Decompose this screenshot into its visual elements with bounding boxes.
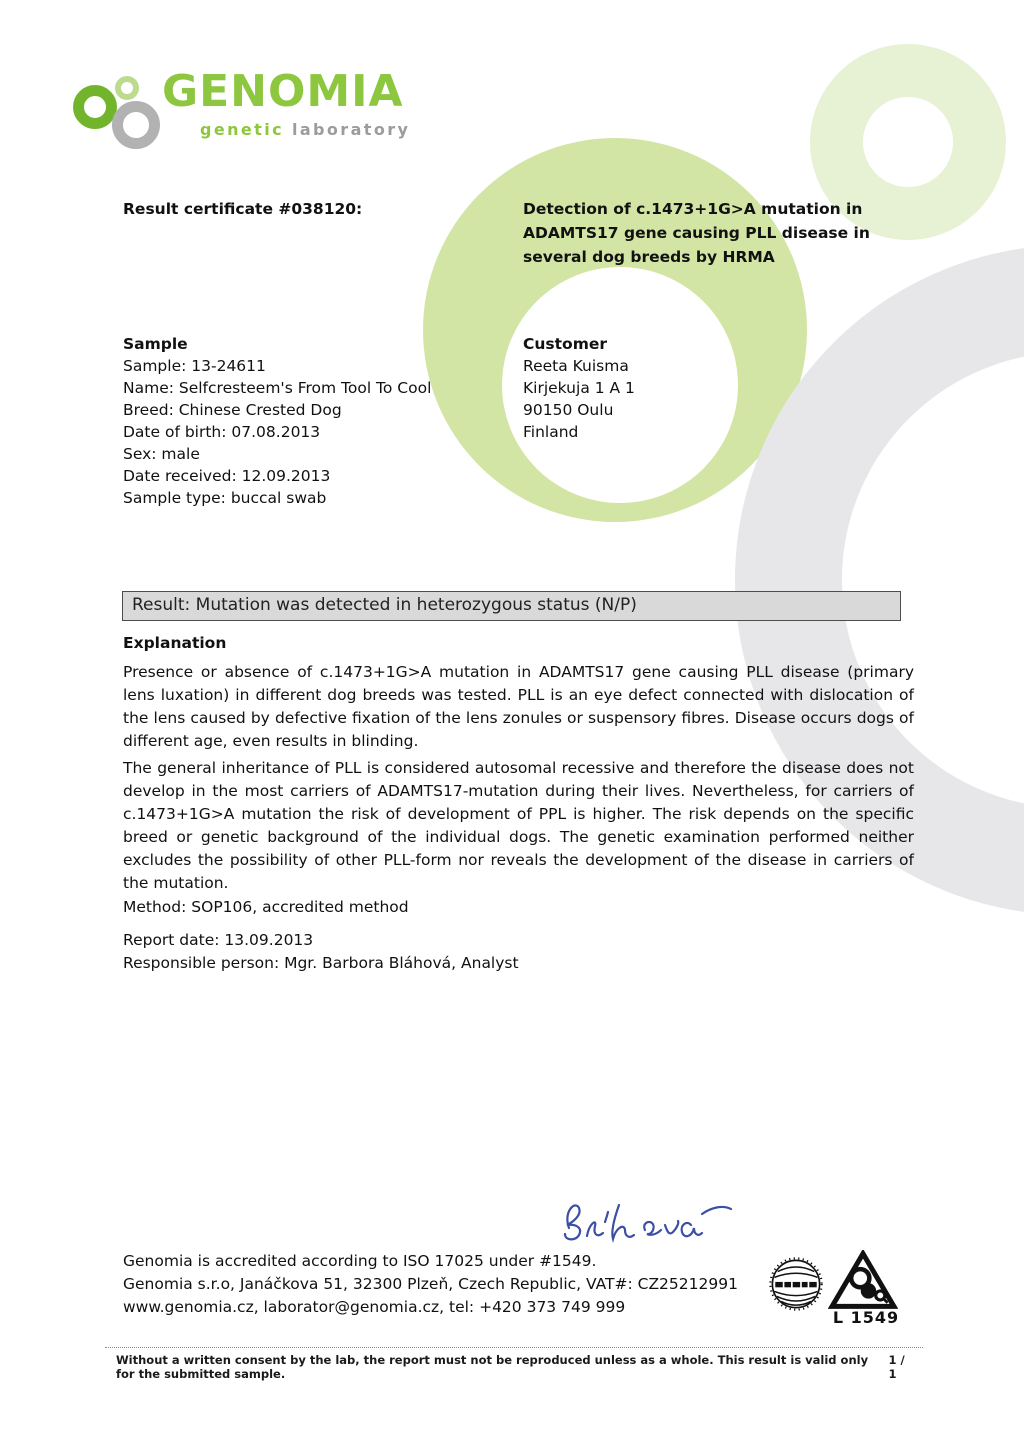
method-line: Method: SOP106, accredited method <box>123 898 409 916</box>
result-bar: Result: Mutation was detected in heterozygous status (N/P) <box>122 591 901 621</box>
sample-birth-line: Date of birth: 07.08.2013 <box>123 423 321 441</box>
report-date-line: Report date: 13.09.2013 <box>123 931 314 949</box>
test-title-line: ADAMTS17 gene causing PLL disease in <box>523 224 870 242</box>
certificate-number-label: Result certificate #038120: <box>123 200 363 218</box>
customer-country-line: Finland <box>523 423 579 441</box>
disclaimer-text: Without a written consent by the lab, the report must not be reproduced unless as a whole. This result is valid only for the submitted sample. <box>116 1353 869 1381</box>
customer-name-line: Reeta Kuisma <box>523 357 629 375</box>
footer-contact-block <box>123 1250 738 1319</box>
sample-sex-line: Sex: male <box>123 445 200 463</box>
signature-handwriting <box>553 1192 738 1254</box>
logo-subtitle <box>200 120 410 140</box>
test-title-line: Detection of c.1473+1G>A mutation in <box>523 200 863 218</box>
logo-ring-gray-icon <box>112 101 160 149</box>
customer-city-line: 90150 Oulu <box>523 401 614 419</box>
logo-ring-pale-icon <box>115 76 139 100</box>
responsible-person-line: Responsible person: Mgr. Barbora Bláhová, Analyst <box>123 954 519 972</box>
cia-accreditation-mark-icon <box>828 1250 898 1310</box>
accreditation-number-label: L 1549 <box>832 1308 900 1327</box>
sample-info-block <box>123 333 513 509</box>
logo-subtitle-genetic: genetic <box>200 120 284 139</box>
customer-street-line: Kirjekuja 1 A 1 <box>523 379 635 397</box>
explanation-heading: Explanation <box>123 634 227 652</box>
logo-wordmark: GENOMIA <box>162 66 404 117</box>
logo-subtitle-laboratory: laboratory <box>291 120 411 139</box>
sample-name-line: Name: Selfcresteem's From Tool To Cool <box>123 379 432 397</box>
sample-id-line: Sample: 13-24611 <box>123 357 266 375</box>
explanation-paragraph: The general inheritance of PLL is considered autosomal recessive and therefore the disease does not develop in the most carriers of ADAMTS17-mutation during their lives. Nevertheless, for carriers of c.1473+1G>A mutation the risk of development of PPL is higher. The risk depends on the specific breed or genetic background of the individual dogs. The genetic examination performed neither excludes the possibility of other PLL-form nor reveals the development of the disease in carriers of the mutation. <box>123 759 914 892</box>
sample-received-line: Date received: 12.09.2013 <box>123 467 331 485</box>
ilac-mra-seal-icon <box>767 1255 825 1313</box>
sample-heading: Sample <box>123 335 188 353</box>
page-number: 1 / 1 <box>888 1353 905 1381</box>
disclaimer-row <box>116 1353 912 1381</box>
sample-type-line: Sample type: buccal swab <box>123 489 327 507</box>
logo-ring-green-icon <box>73 85 117 129</box>
footer-contact-line: www.genomia.cz, laborator@genomia.cz, tel: +420 373 749 999 <box>123 1298 626 1316</box>
customer-info-block <box>523 333 783 443</box>
footer-accreditation-line: Genomia is accredited according to ISO 17025 under #1549. <box>123 1252 597 1270</box>
customer-heading: Customer <box>523 335 608 353</box>
sample-breed-line: Breed: Chinese Crested Dog <box>123 401 342 419</box>
footer-address-line: Genomia s.r.o, Janáčkova 51, 32300 Plzeň, Czech Republic, VAT#: CZ25212991 <box>123 1275 738 1293</box>
test-title-line: several dog breeds by HRMA <box>523 248 775 266</box>
footer-divider <box>105 1347 923 1348</box>
explanation-paragraph: Presence or absence of c.1473+1G>A mutation in ADAMTS17 gene causing PLL disease (primary lens luxation) in different dog breeds was tested. PLL is an eye defect connected with dislocation of the lens caused by defective fixation of the lens zonules or suspensory fibres. Disease occurs dogs of different age, even results in blinding. <box>123 663 914 750</box>
test-title <box>523 197 883 269</box>
